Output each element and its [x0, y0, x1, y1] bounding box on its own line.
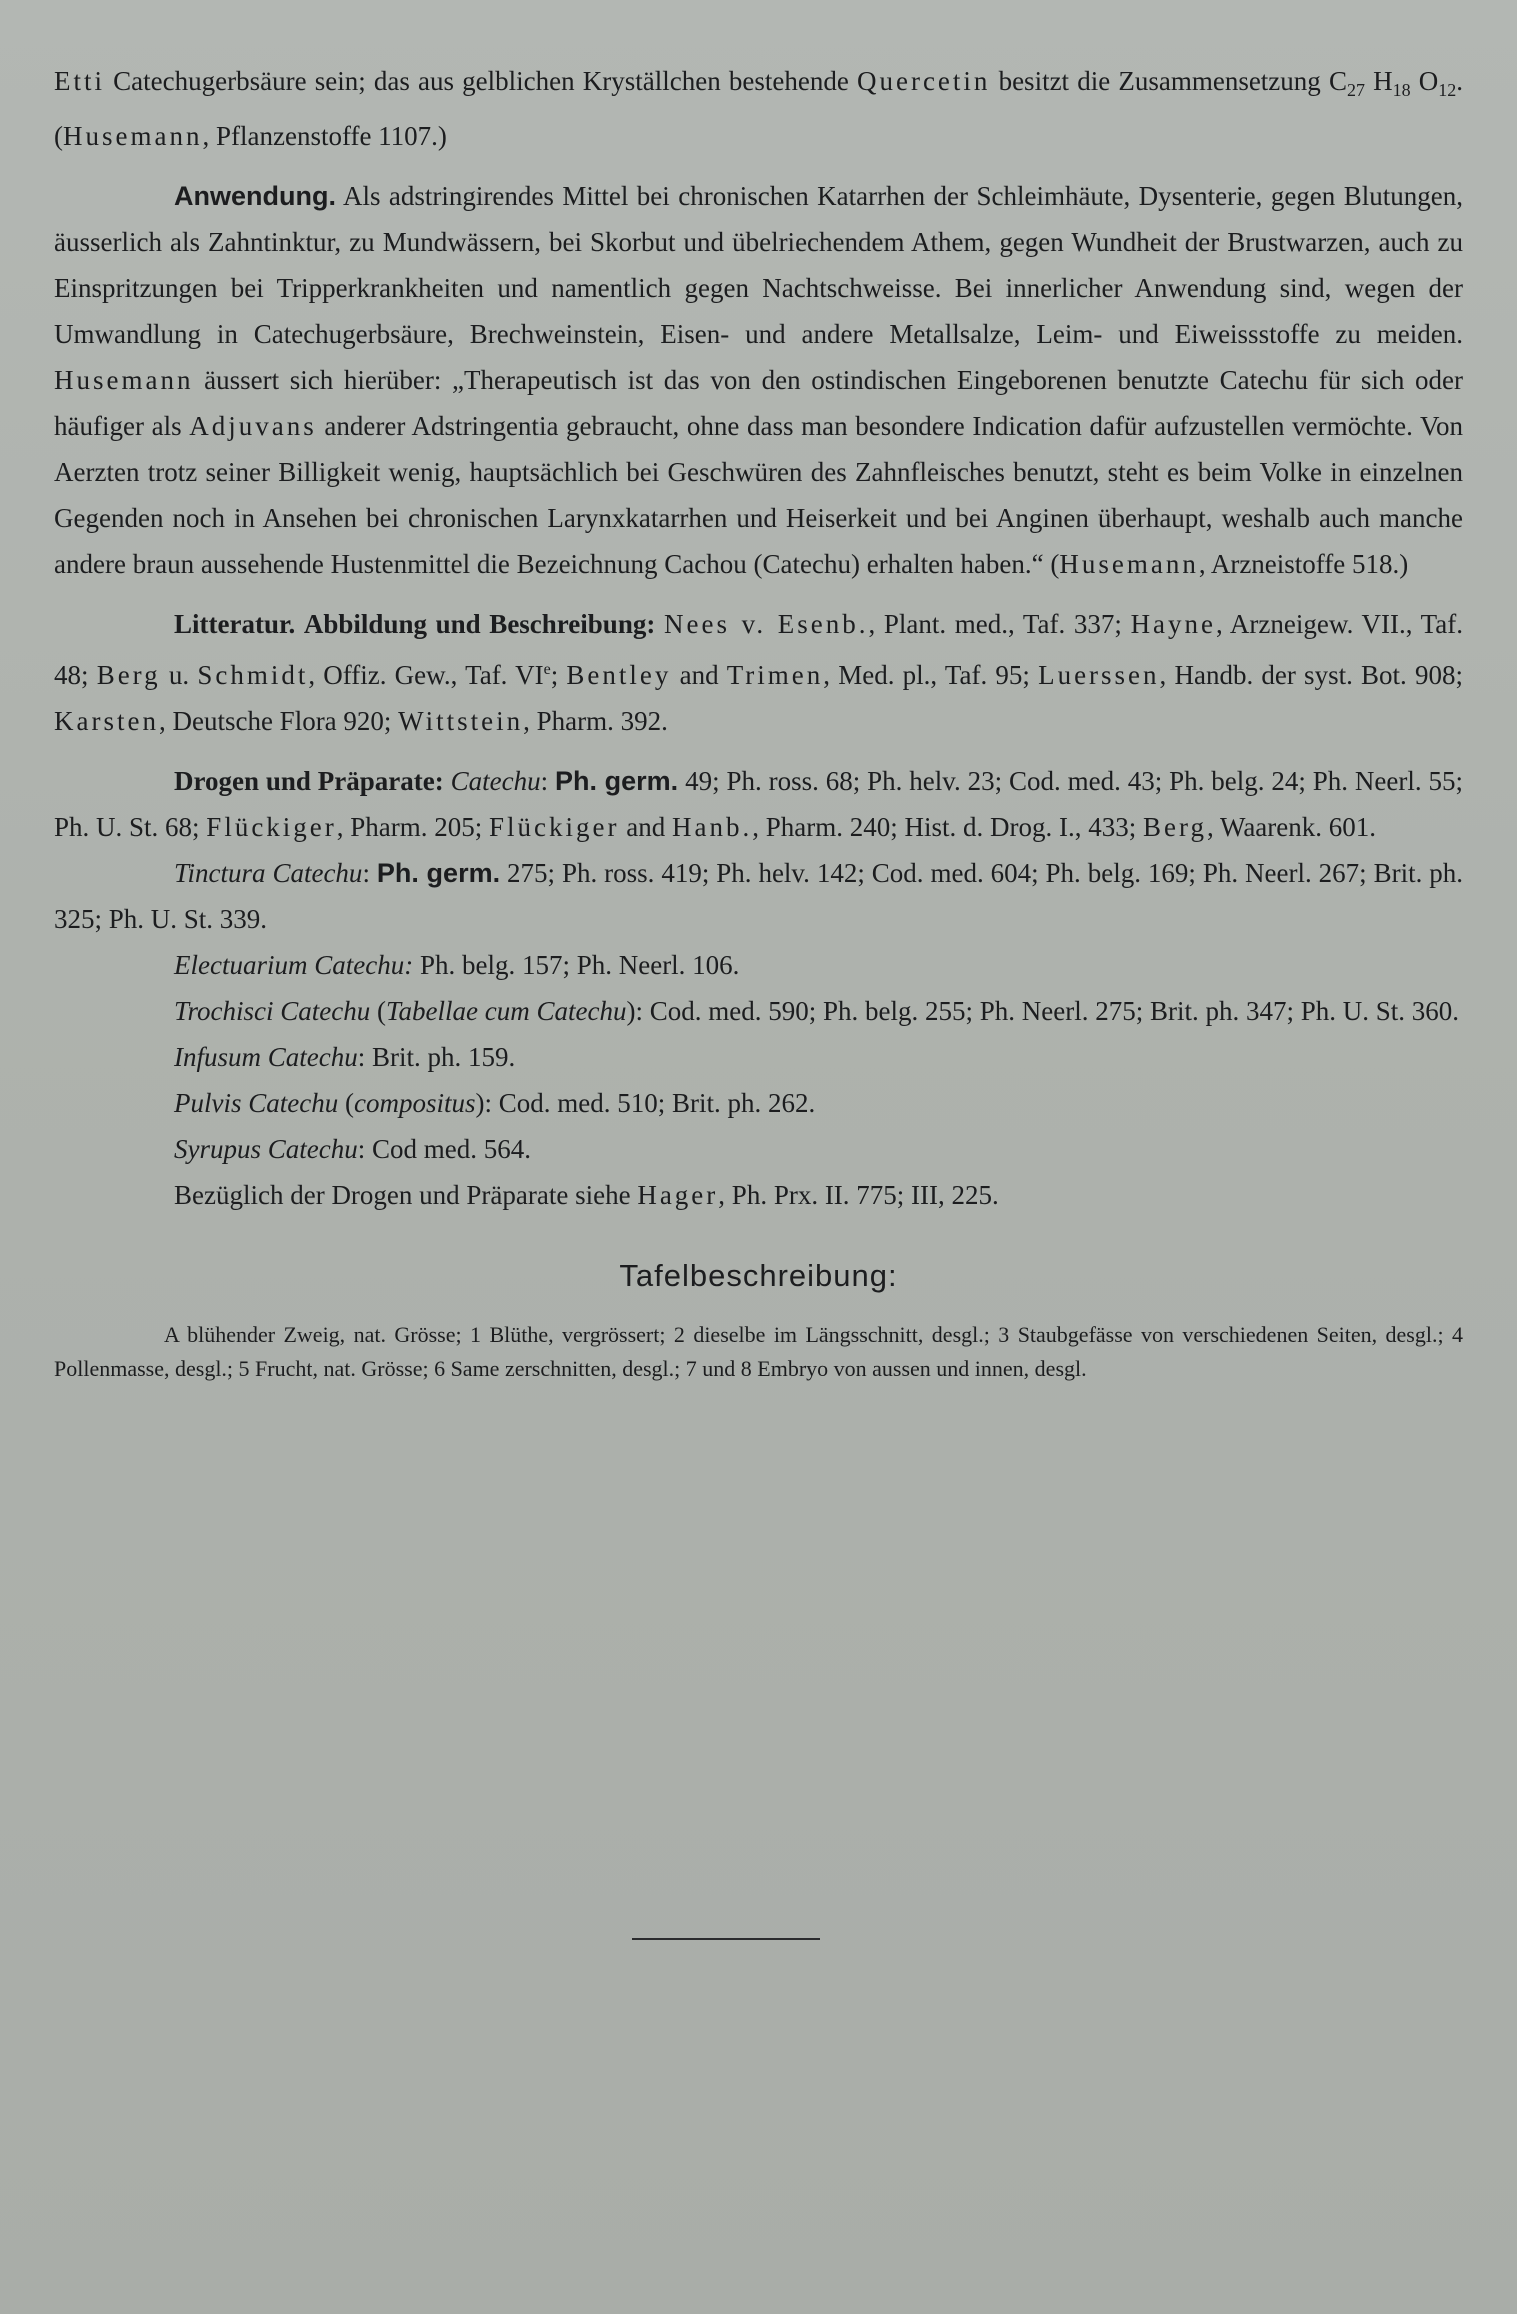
reference-text: , Plant. med., Taf. 337;: [868, 609, 1131, 639]
infusum-line: Infusum Catechu: Brit. ph. 159.: [174, 1042, 516, 1072]
compound-quercetin: Quercetin: [856, 66, 991, 96]
drogen-paragraph: Drogen und Präparate: Catechu: Ph. germ. 49; Ph. ross. 68; Ph. helv. 23; Cod. med. 43; Ph. belg. 24; Ph. Neerl. 55; Ph. U. St. 68; Flückiger, Pharm. 205; Flückiger and Hanb., Pharm. 240; Hist. d. Drog. I., 433; Berg, Waarenk. 601.: [54, 766, 1464, 842]
litteratur-heading: Litteratur.: [174, 609, 296, 639]
pulvis-line: Pulvis Catechu (compositus): Cod. med. 510; Brit. ph. 262.: [174, 1088, 816, 1118]
reference-author: Hayne: [1130, 609, 1217, 639]
reference-author: Nees v. Esenb.: [664, 609, 869, 639]
reference-text: , Offiz. Gew., Taf. VI: [308, 660, 544, 690]
trochisci-line: Trochisci Catechu (Tabellae cum Catechu): Cod. med. 590; Ph. belg. 255; Ph. Neerl. 275; Brit. ph. 347; Ph. U. St. 360.: [174, 996, 1459, 1026]
section-divider: [632, 1938, 820, 1940]
reference-text: , Arzneigew. VII., Taf. 48;: [54, 609, 1464, 690]
reference-text: u.: [160, 660, 198, 690]
drogen-heading: Drogen und Präparate:: [174, 766, 444, 796]
reference-author: Karsten: [54, 706, 159, 736]
electuarium-line: Electuarium Catechu: Ph. belg. 157; Ph. Neerl. 106.: [174, 950, 740, 980]
abbildung-heading: Abbildung und Beschreibung:: [303, 609, 656, 639]
tinctura-line: Tinctura Catechu: Ph. germ. 275; Ph. ross. 419; Ph. helv. 142; Cod. med. 604; Ph. belg. 169; Ph. Neerl. 267; Brit. ph. 325; Ph. U. St. 339.: [54, 858, 1464, 934]
author-husemann: Husemann: [1059, 549, 1199, 579]
litteratur-paragraph: Litteratur. Abbildung und Beschreibung: Nees v. Esenb., Plant. med., Taf. 337; Hayne, Arzneigew. VII., Taf. 48; Berg u. Schmidt, Offiz. Gew., Taf. VIe; Bentley and Trimen, Med. pl., Taf. 95; Luerssen, Handb. der syst. Bot. 908; Karsten, Deutsche Flora 920; Wittstein, Pharm. 392.: [54, 609, 1464, 736]
reference-author: Bentley: [566, 660, 672, 690]
reference-text: ;: [550, 660, 567, 690]
intro-paragraph: Etti Catechugerbsäure sein; das aus gelblichen Kryställchen bestehende Quercetin besitzt die Zusammensetzung $C_{27}$ $H_{18}$ $O_{12}$. (Husemann, Pflanzenstoffe 1107.): [54, 66, 1464, 151]
bezueglich-line: Bezüglich der Drogen und Präparate siehe Hager, Ph. Prx. II. 775; III, 225.: [174, 1180, 999, 1210]
tafelbeschreibung-caption: A blühender Zweig, nat. Grösse; 1 Blüthe, vergrössert; 2 dieselbe im Längsschnitt, desgl.; 3 Staubgefässe von verschiedenen Seiten, desgl.; 4 Pollenmasse, desgl.; 5 Frucht, nat. Grösse; 6 Same zerschnitten, desgl.; 7 und 8 Embryo von aussen und innen, desgl.: [54, 1322, 1463, 1381]
author-husemann: Husemann: [63, 121, 203, 151]
anwendung-heading: Anwendung.: [174, 181, 336, 211]
reference-author: Berg: [96, 660, 161, 690]
reference-text: , Pharm. 392.: [523, 706, 668, 736]
syrupus-line: Syrupus Catechu: Cod med. 564.: [174, 1134, 531, 1164]
reference-text: , Med. pl., Taf. 95;: [823, 660, 1039, 690]
reference-text: [655, 609, 664, 639]
anwendung-paragraph: Anwendung. Als adstringirendes Mittel bei chronischen Katarrhen der Schleimhäute, Dysenterie, gegen Blutungen, äusserlich als Zahntinktur, zu Mundwässern, bei Skorbut und übelriechendem Athem, gegen Wundheit der Brustwarzen, auch zu Einspritzungen bei Tripperkrankheiten und namentlich gegen Nachtschweisse. Bei innerlicher Anwendung sind, wegen der Umwandlung in Catechugerbsäure, Brechweinstein, Eisen- und andere Metallsalze, Leim- und Eiweissstoffe zu meiden. Husemann äussert sich hierüber: „Therapeutisch ist das von den ostindischen Eingeborenen benutzte Catechu für sich oder häufiger als Adjuvans anderer Adstringentia gebraucht, ohne dass man besondere Indication dafür aufzustellen vermöchte. Von Aerzten trotz seiner Billigkeit wenig, hauptsächlich bei Geschwüren des Zahnfleisches benutzt, steht es beim Volke in einzelnen Gegenden noch in Ansehen bei chronischen Larynxkatarrhen und Heiserkeit und bei Anginen überhaupt, weshalb auch manche andere braun aussehende Hustenmittel die Bezeichnung Cachou (Catechu) erhalten haben.“ (Husemann, Arzneistoffe 518.): [54, 181, 1464, 579]
reference-text: , Handb. der syst. Bot. 908;: [1159, 660, 1463, 690]
author-husemann: Husemann: [54, 365, 194, 395]
reference-author: Schmidt: [197, 660, 309, 690]
term-adjuvans: Adjuvans: [189, 411, 317, 441]
reference-author: Wittstein: [398, 706, 524, 736]
reference-author: Trimen: [726, 660, 824, 690]
reference-text: , Deutsche Flora 920;: [158, 706, 399, 736]
author-etti: Etti: [54, 66, 105, 96]
tafelbeschreibung-title: Tafelbeschreibung:: [619, 1258, 898, 1293]
reference-author: Luerssen: [1038, 660, 1160, 690]
reference-text: and: [671, 660, 727, 690]
